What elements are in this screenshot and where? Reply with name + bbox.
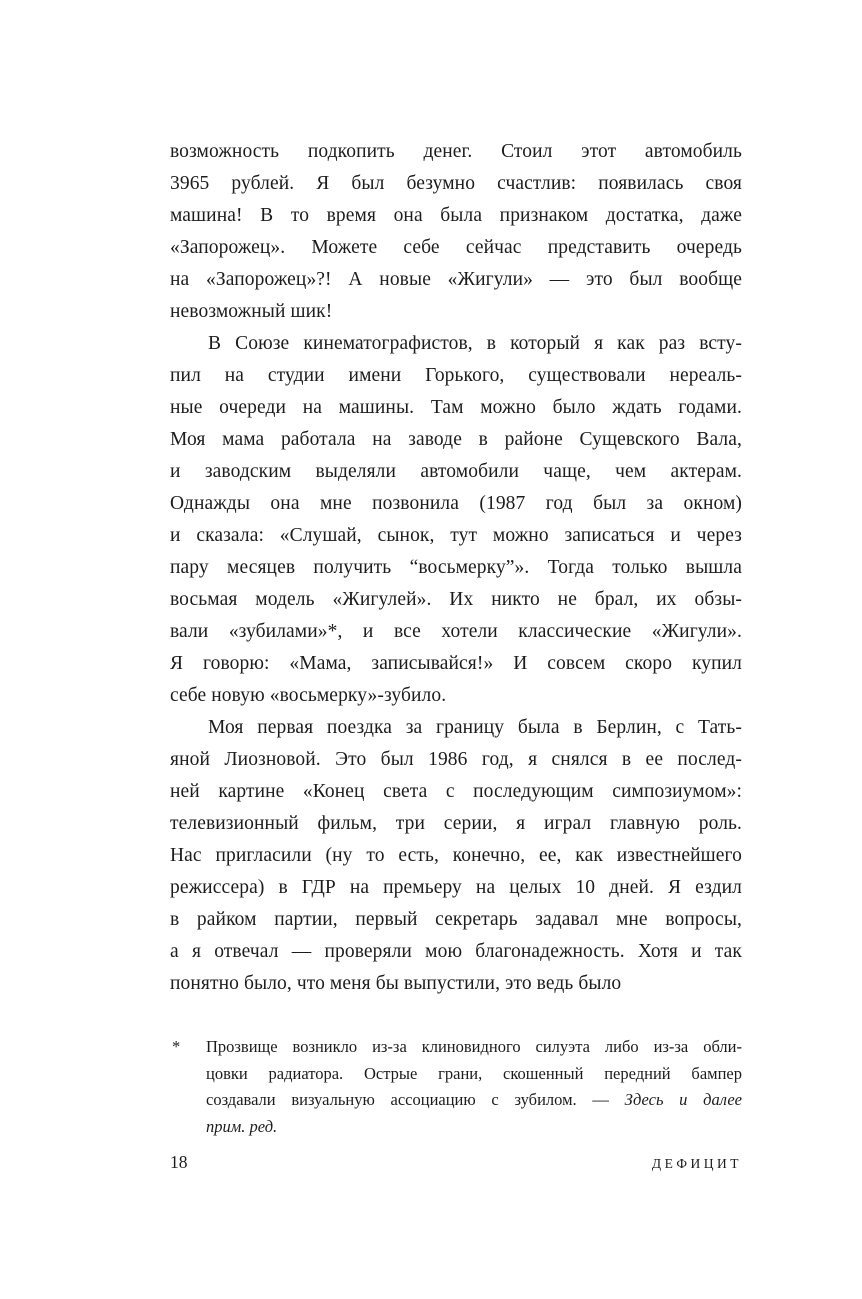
text-line: а я отвечал — проверяли мою благонадежность. Хотя и так [170,941,742,962]
body-paragraphs [170,136,742,1000]
text-line: Я говорю: «Мама, записывайся!» И совсем скоро купил [170,653,742,674]
text-line: пил на студии имени Горького, существовали нереаль- [170,365,742,386]
text-line: пару месяцев получить “восьмерку”». Тогда только вышла [170,557,742,578]
text-line: и сказала: «Слушай, сынок, тут можно записаться и через [170,525,742,546]
footnote-line: цовки радиатора. Острые грани, скошенный передний бампер [206,1063,742,1083]
running-title: ДЕФИЦИТ [651,1156,742,1171]
text-line: вали «зубилами»*, и все хотели классические «Жигули». [170,621,742,642]
text-line: и заводским выделяли автомобили чаще, чем актерам. [170,461,742,482]
text-line: восьмая модель «Жигулей». Их никто не брал, их обзы- [170,589,742,610]
text-line: ней картине «Конец света с последующим симпозиумом»: [170,781,742,802]
text-line: В Союзе кинематографистов, в который я как раз всту- [208,333,742,354]
text-line: ные очереди на машины. Там можно было ждать годами. [170,397,742,418]
text-line: 3965 рублей. Я был безумно счастлив: появилась своя [170,173,742,194]
text-line: машина! В то время она была признаком достатка, даже [170,205,742,226]
text-line: на «Запорожец»?! А новые «Жигули» — это был вообще [170,269,742,290]
text-line: Нас пригласили (ну то есть, конечно, ее, как известнейшего [170,845,742,866]
footnote-marker: * [172,1037,181,1056]
text-line: невозможный шик! [170,301,333,322]
footnote-line: Прозвище возникло из-за клиновидного силуэта либо из-за обли- [206,1037,742,1056]
paragraph [170,328,742,712]
text-line: телевизионный фильм, три серии, я играл главную роль. [170,813,742,834]
text-line: Моя первая поездка за границу была в Берлин, с Тать- [208,717,742,738]
text-line: понятно было, что меня бы выпустили, это ведь было [170,973,622,994]
text-line: возможность подкопить денег. Стоил этот автомобиль [170,141,742,162]
paragraph [170,712,742,1000]
footnote-line: создавали визуальную ассоциацию с зубилом. — Здесь и далее [206,1090,742,1109]
page-footer [170,1152,742,1173]
footnote-text [206,1034,742,1140]
text-line: Однажды она мне позвонила (1987 год был за окном) [170,493,742,514]
footnote-line: прим. ред. [206,1116,278,1136]
page-text [170,136,742,1140]
text-line: «Запорожец». Можете себе сейчас представить очередь [170,237,742,258]
text-line: в райком партии, первый секретарь задавал мне вопросы, [170,909,742,930]
text-line: себе новую «восьмерку»-зубило. [170,685,447,706]
paragraph [170,136,742,328]
footnote [170,1034,742,1140]
text-line: Моя мама работала на заводе в районе Сущевского Вала, [170,429,742,450]
text-line: яной Лиозновой. Это был 1986 год, я снялся в ее послед- [170,749,742,770]
page-number: 18 [170,1152,188,1172]
text-line: режиссера) в ГДР на премьеру на целых 10 дней. Я ездил [170,877,742,898]
